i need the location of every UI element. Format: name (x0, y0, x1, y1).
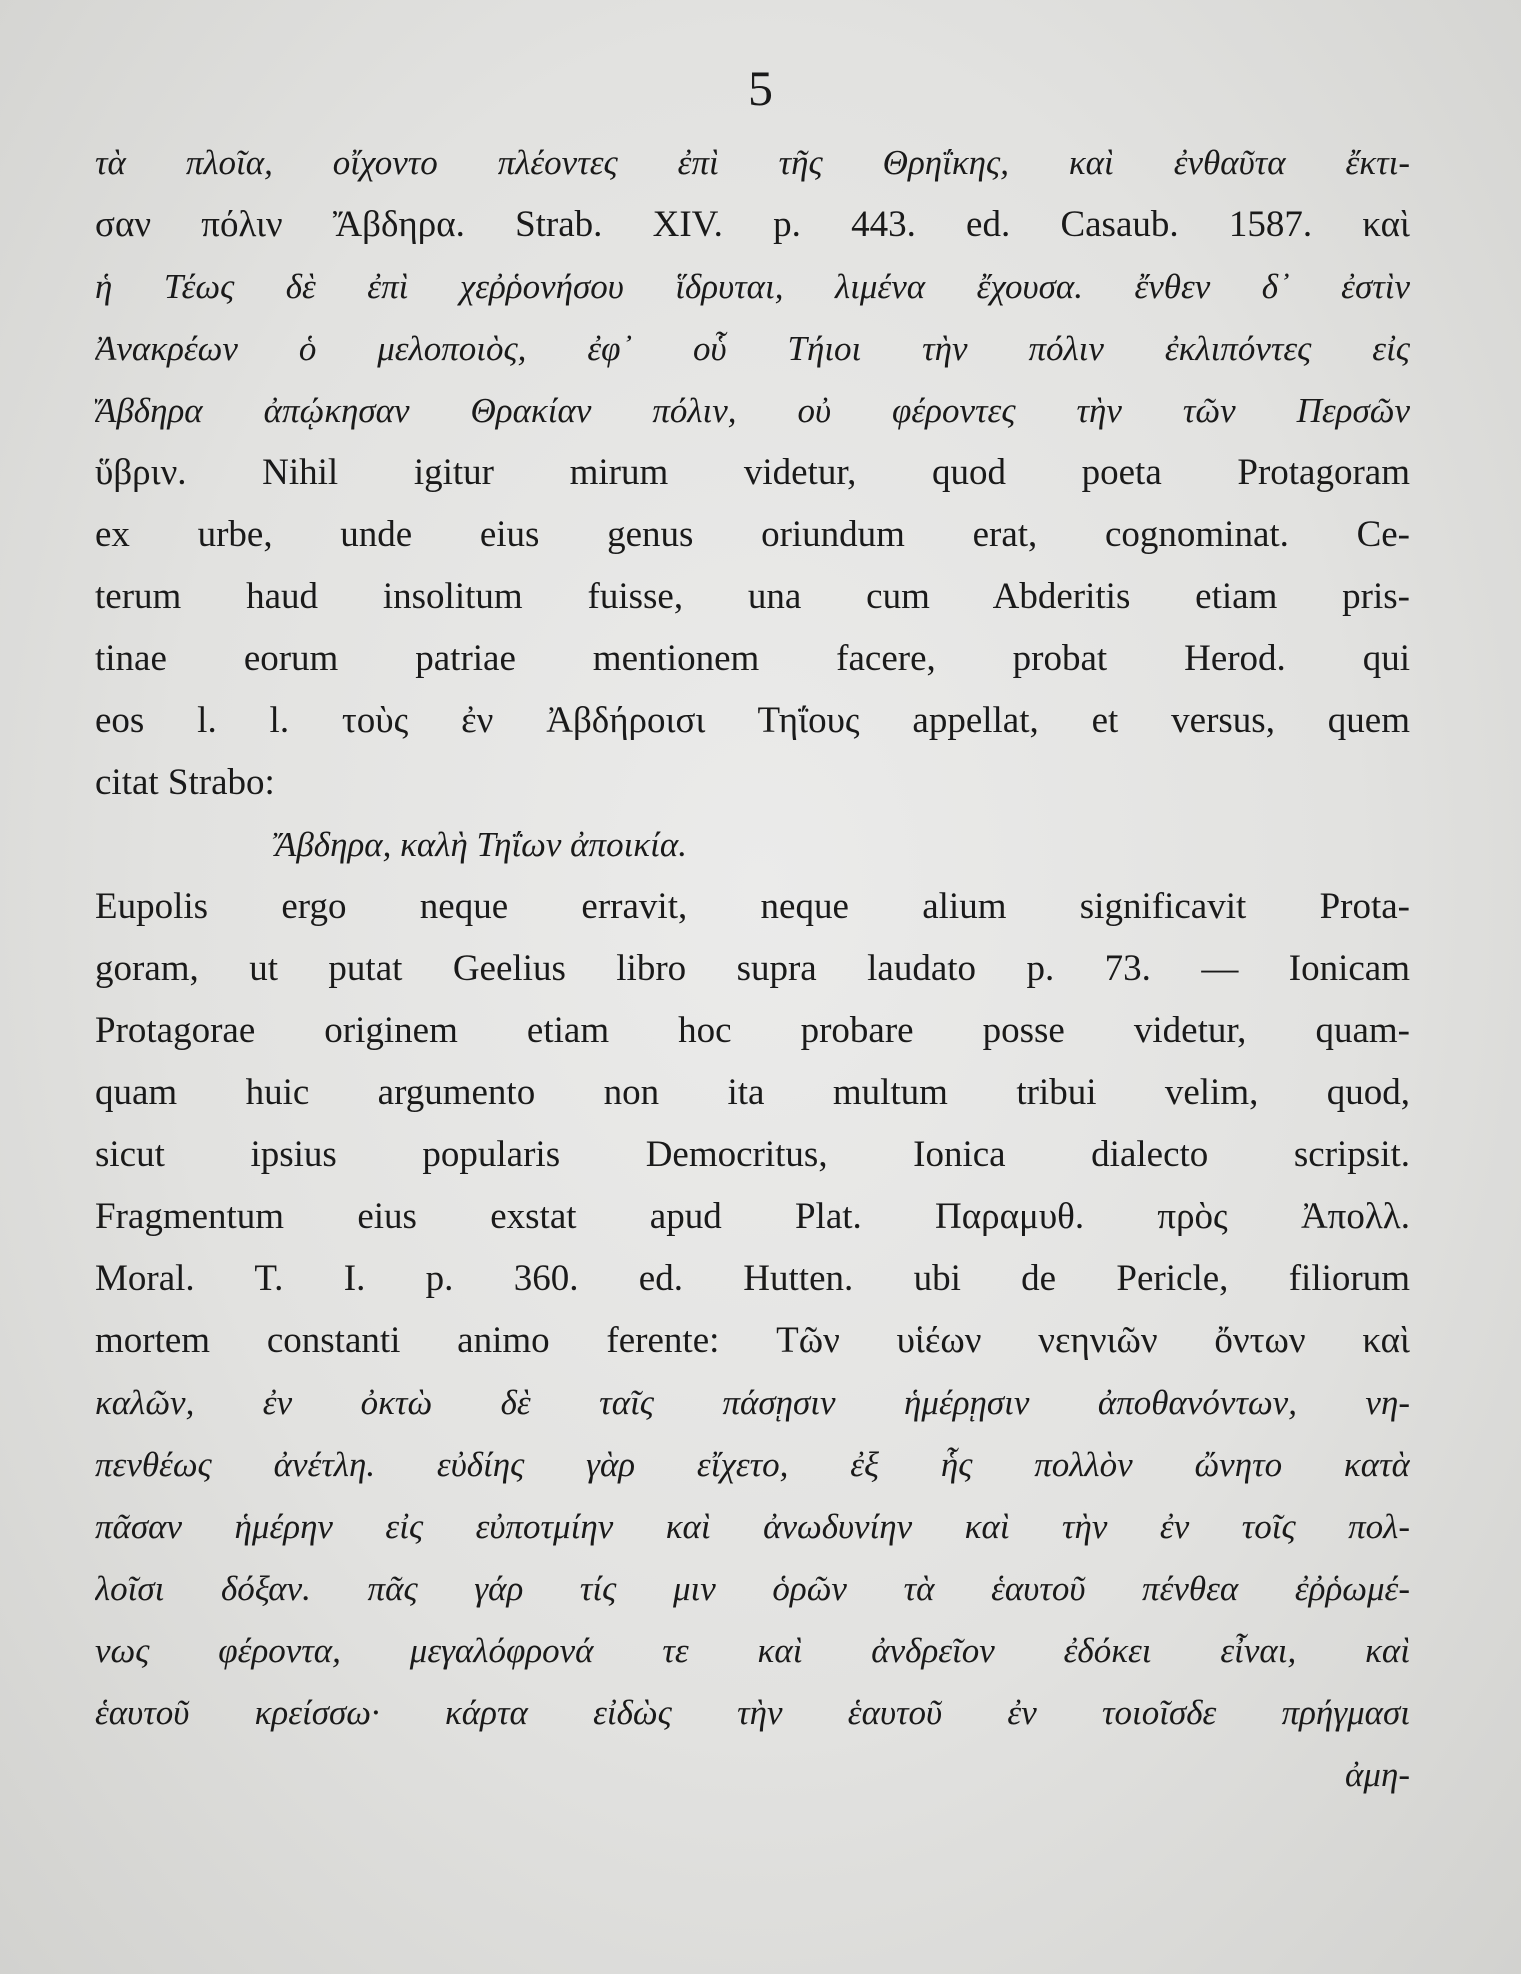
text-line: Eupolis ergo neque erravit, neque alium significavit Prota- (95, 886, 1410, 927)
text-line: πᾶσαν ἡμέρην εἰς εὐποτμίην καὶ ἀνωδυνίην καὶ τὴν ἐν τοῖς πολ- (95, 1507, 1410, 1546)
text-line: eos l. l. τοὺς ἐν Ἀβδήροισι Τηΐους appellat, et versus, quem (95, 700, 1410, 741)
text-line: Fragmentum eius exstat apud Plat. Παραμυθ. πρὸς Ἀπολλ. (95, 1196, 1410, 1237)
text-line: ὕβριν. Nihil igitur mirum videtur, quod poeta Protagoram (95, 452, 1410, 493)
text-line: νως φέροντα, μεγαλόφρονά τε καὶ ἀνδρεῖον ἐδόκει εἶναι, καὶ (95, 1631, 1410, 1670)
text-line: καλῶν, ἐν ὀκτὼ δὲ ταῖς πάσῃσιν ἡμέρῃσιν ἀποθανόντων, νη- (95, 1383, 1410, 1422)
text-line: citat Strabo: (95, 762, 275, 803)
catchword: ἀμη- (1345, 1755, 1410, 1794)
text-line: Protagorae originem etiam hoc probare posse videtur, quam- (95, 1010, 1410, 1051)
text-line: σαν πόλιν Ἄβδηρα. Strab. XIV. p. 443. ed. Casaub. 1587. καὶ (95, 204, 1410, 245)
text-line: terum haud insolitum fuisse, una cum Abderitis etiam pris- (95, 576, 1410, 617)
text-line: Ἄβδηρα ἀπῴκησαν Θρακίαν πόλιν, οὐ φέροντες τὴν τῶν Περσῶν (95, 391, 1410, 430)
text-line: tinae eorum patriae mentionem facere, probat Herod. qui (95, 638, 1410, 679)
body-text (95, 132, 1410, 1806)
text-line: quam huic argumento non ita multum tribui velim, quod, (95, 1072, 1410, 1113)
text-line: ἡ Τέως δὲ ἐπὶ χεῤῥονήσου ἵδρυται, λιμένα ἔχουσα. ἔνθεν δ᾽ ἐστὶν (95, 267, 1410, 306)
text-line: mortem constanti animo ferente: Τῶν υἱέων νεηνιῶν ὄντων καὶ (95, 1320, 1410, 1361)
text-line: ἑαυτοῦ κρείσσω· κάρτα εἰδὼς τὴν ἑαυτοῦ ἐν τοιοῖσδε πρήγμασι (95, 1693, 1410, 1732)
text-line: πενθέως ἀνέτλη. εὐδίης γὰρ εἴχετο, ἐξ ἧς πολλὸν ὤνητο κατὰ (95, 1445, 1410, 1484)
page-number: 5 (748, 60, 773, 116)
text-line: sicut ipsius popularis Democritus, Ionica dialecto scripsit. (95, 1134, 1410, 1175)
verse-quotation: Ἄβδηρα, καλὴ Τηΐων ἀποικία. (275, 825, 687, 864)
text-line: τὰ πλοῖα, οἴχοντο πλέοντες ἐπὶ τῆς Θρηΐκης, καὶ ἐνθαῦτα ἔκτι- (95, 143, 1410, 182)
text-line: λοῖσι δόξαν. πᾶς γάρ τίς μιν ὁρῶν τὰ ἑαυτοῦ πένθεα ἐῤῥωμέ- (95, 1569, 1410, 1608)
text-line: Ἀνακρέων ὁ μελοποιὸς, ἐφ᾽ οὗ Τήιοι τὴν πόλιν ἐκλιπόντες εἰς (95, 329, 1410, 368)
text-line: Moral. T. I. p. 360. ed. Hutten. ubi de Pericle, filiorum (95, 1258, 1410, 1299)
text-line: ex urbe, unde eius genus oriundum erat, cognominat. Ce- (95, 514, 1410, 555)
text-line: goram, ut putat Geelius libro supra laudato p. 73. — Ionicam (95, 948, 1410, 989)
